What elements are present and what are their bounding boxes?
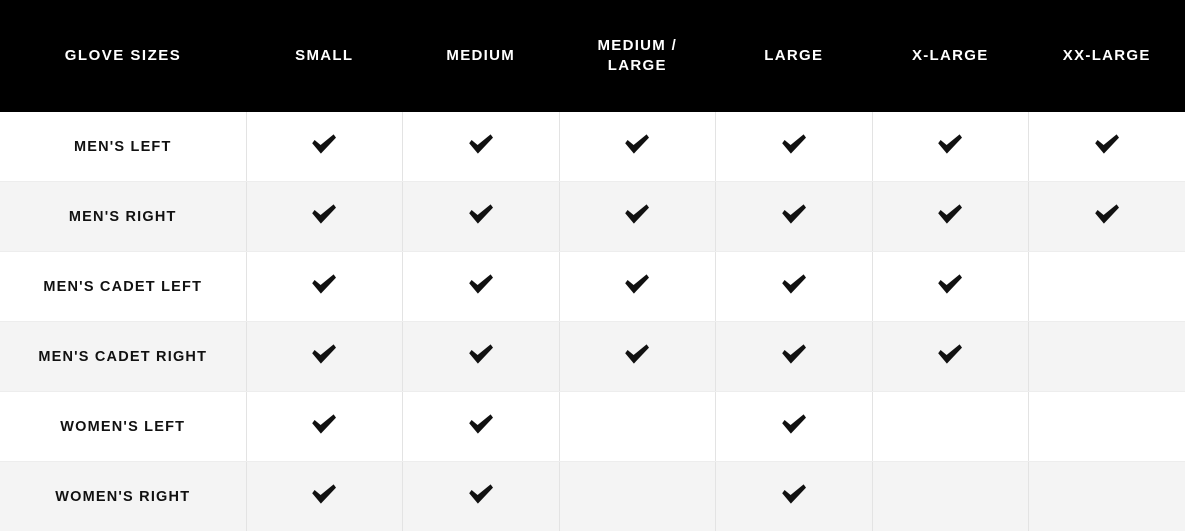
column-header-large: LARGE — [716, 0, 873, 112]
cell-large — [716, 462, 873, 531]
cell-x-large — [872, 182, 1029, 252]
cell-x-large — [872, 392, 1029, 462]
check-icon — [466, 199, 496, 229]
empty-cell — [1029, 426, 1030, 427]
cell-small — [246, 112, 403, 182]
cell-x-large — [872, 462, 1029, 531]
empty-cell — [1029, 496, 1030, 497]
cell-medium-large — [559, 112, 716, 182]
check-icon — [622, 129, 652, 159]
cell-small — [246, 252, 403, 322]
table-body — [0, 112, 1185, 531]
check-icon — [309, 409, 339, 439]
column-header-small: SMALL — [246, 0, 403, 112]
check-icon — [622, 269, 652, 299]
cell-xx-large — [1029, 252, 1185, 322]
table-row — [0, 392, 1185, 462]
check-icon — [466, 339, 496, 369]
check-icon — [779, 269, 809, 299]
cell-medium-large — [559, 252, 716, 322]
empty-cell — [560, 426, 561, 427]
empty-cell — [1029, 356, 1030, 357]
row-label: WOMEN'S LEFT — [0, 392, 246, 462]
column-header-x-large: X-LARGE — [872, 0, 1029, 112]
cell-medium-large — [559, 182, 716, 252]
column-header-medium: MEDIUM — [403, 0, 560, 112]
cell-large — [716, 392, 873, 462]
cell-large — [716, 112, 873, 182]
check-icon — [935, 269, 965, 299]
column-header-xx-large: XX-LARGE — [1029, 0, 1185, 112]
check-icon — [935, 339, 965, 369]
check-icon — [779, 129, 809, 159]
cell-large — [716, 252, 873, 322]
check-icon — [622, 339, 652, 369]
empty-cell — [560, 496, 561, 497]
row-label: MEN'S LEFT — [0, 112, 246, 182]
check-icon — [466, 409, 496, 439]
cell-small — [246, 322, 403, 392]
check-icon — [309, 269, 339, 299]
cell-xx-large — [1029, 322, 1185, 392]
check-icon — [466, 129, 496, 159]
table-row — [0, 112, 1185, 182]
row-label: WOMEN'S RIGHT — [0, 462, 246, 531]
check-icon — [779, 339, 809, 369]
cell-medium — [403, 322, 560, 392]
cell-medium-large — [559, 392, 716, 462]
cell-medium — [403, 182, 560, 252]
column-header-glove-sizes: GLOVE SIZES — [0, 0, 246, 112]
column-header-medium-large: MEDIUM / LARGE — [559, 0, 716, 112]
cell-xx-large — [1029, 462, 1185, 531]
cell-medium-large — [559, 462, 716, 531]
cell-x-large — [872, 322, 1029, 392]
table-row — [0, 252, 1185, 322]
cell-small — [246, 392, 403, 462]
empty-cell — [873, 426, 874, 427]
check-icon — [1092, 129, 1122, 159]
cell-xx-large — [1029, 182, 1185, 252]
cell-medium-large — [559, 322, 716, 392]
cell-medium — [403, 112, 560, 182]
cell-xx-large — [1029, 392, 1185, 462]
table-header — [0, 0, 1185, 112]
table-row — [0, 182, 1185, 252]
cell-small — [246, 182, 403, 252]
empty-cell — [873, 496, 874, 497]
check-icon — [1092, 199, 1122, 229]
check-icon — [309, 199, 339, 229]
cell-medium — [403, 392, 560, 462]
row-label: MEN'S CADET LEFT — [0, 252, 246, 322]
check-icon — [309, 339, 339, 369]
cell-medium — [403, 252, 560, 322]
check-icon — [779, 409, 809, 439]
cell-large — [716, 182, 873, 252]
check-icon — [622, 199, 652, 229]
check-icon — [935, 129, 965, 159]
check-icon — [779, 479, 809, 509]
header-row — [0, 0, 1185, 112]
check-icon — [466, 269, 496, 299]
cell-x-large — [872, 112, 1029, 182]
check-icon — [935, 199, 965, 229]
check-icon — [309, 129, 339, 159]
cell-small — [246, 462, 403, 531]
cell-xx-large — [1029, 112, 1185, 182]
row-label: MEN'S CADET RIGHT — [0, 322, 246, 392]
check-icon — [466, 479, 496, 509]
check-icon — [309, 479, 339, 509]
cell-x-large — [872, 252, 1029, 322]
cell-large — [716, 322, 873, 392]
table-row — [0, 322, 1185, 392]
row-label: MEN'S RIGHT — [0, 182, 246, 252]
cell-medium — [403, 462, 560, 531]
check-icon — [779, 199, 809, 229]
table-row — [0, 462, 1185, 531]
empty-cell — [1029, 286, 1030, 287]
